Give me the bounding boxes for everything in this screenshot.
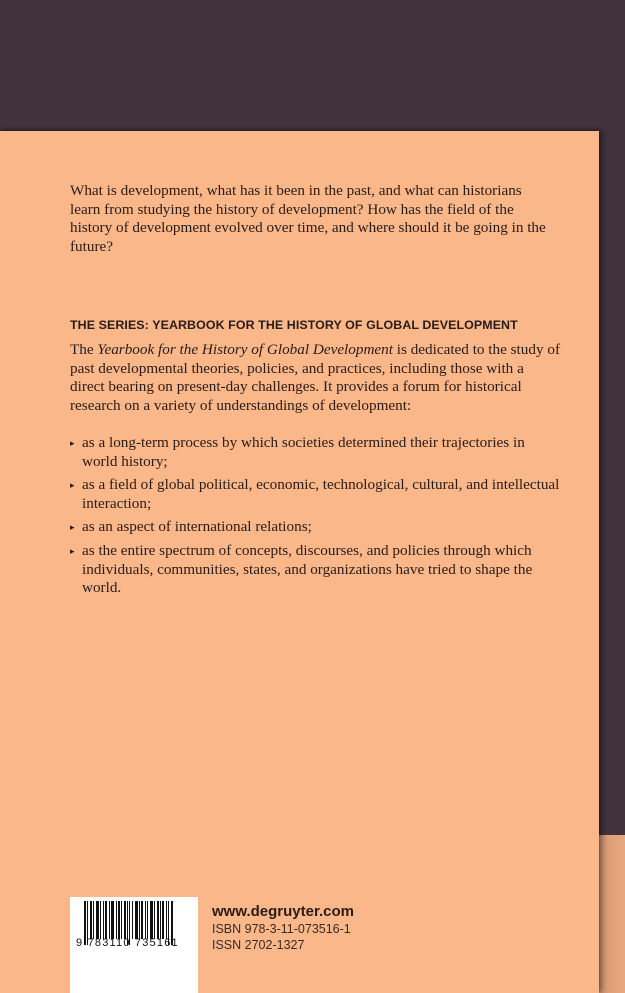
bullet-text: as the entire spectrum of concepts, discourses, and policies through which individuals, communities, states, and organizations have tried to shape the world. (82, 541, 533, 597)
bullet-text: as a long-term process by which societies determined their trajectories in world history; (82, 434, 525, 470)
issn: ISSN 2702-1327 (212, 938, 305, 952)
series-heading: THE SERIES: YEARBOOK FOR THE HISTORY OF GLOBAL DEVELOPMENT (70, 318, 518, 332)
series-body-prefix: The (70, 341, 98, 358)
list-item (70, 518, 560, 537)
series-body-rest: is dedicated to the study of past developmental theories, policies, and practices, including those with a direct bearing on present-day challenges. It provides a forum for historical research on a variety of understandings of development: (70, 341, 561, 414)
back-cover-page (0, 131, 599, 993)
series-title-italic: Yearbook for the History of Global Development (97, 341, 393, 358)
list-item (70, 434, 560, 471)
publisher-info (212, 903, 354, 953)
list-item (70, 476, 560, 513)
isbn: ISBN 978-3-11-073516-1 (212, 922, 351, 936)
series-description (70, 341, 560, 415)
triangle-bullet-icon: ▸ (70, 480, 75, 491)
bullet-text: as an aspect of international relations; (82, 518, 312, 536)
publisher-url[interactable]: www.degruyter.com (212, 903, 354, 920)
triangle-bullet-icon: ▸ (70, 438, 75, 448)
barcode-number: 9 783110 735161 (76, 937, 179, 949)
series-bullet-list (70, 434, 560, 603)
intro-paragraph: What is development, what has it been in the past, and what can historians learn from studying the history of development? How has the field of the history of development evolved over time, and where should it be going in the future? (70, 182, 546, 255)
triangle-bullet-icon: ▸ (70, 522, 75, 533)
triangle-bullet-icon: ▸ (70, 545, 75, 556)
barcode-box (70, 897, 198, 993)
list-item (70, 542, 560, 598)
bullet-text: as a field of global political, economic, technological, cultural, and intellectual interaction; (82, 476, 560, 512)
